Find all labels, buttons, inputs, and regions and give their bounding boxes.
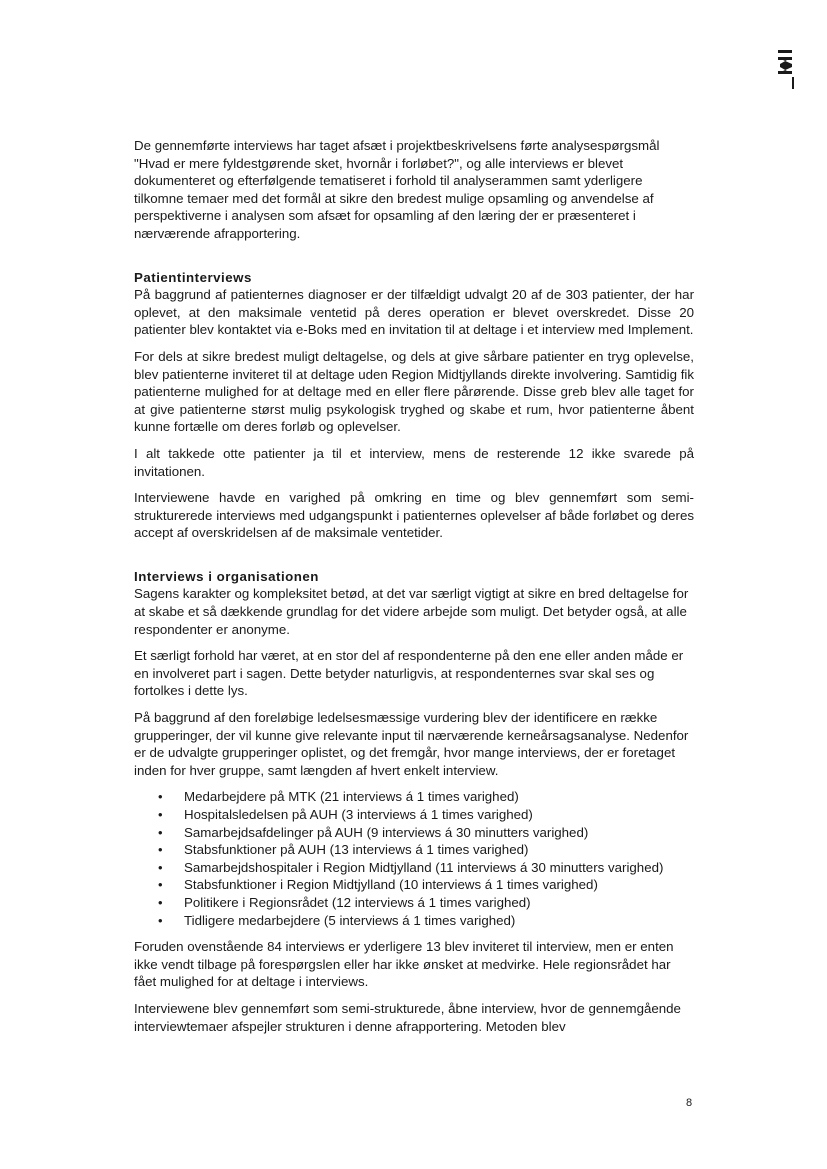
bullet-icon: • (158, 859, 163, 875)
org-after-paragraph-1: Foruden ovenstående 84 interviews er yderligere 13 blev inviteret til interview, men er enten ikke vendt tilbage på forespørgslen eller har ikke ønsket at medvirke. Hele regionsrådet har fået mulighed for at deltage i interviews. (134, 939, 674, 990)
list-item: • Medarbejdere på MTK (21 interviews á 1 times varighed) (158, 789, 519, 805)
list-item: • Samarbejdshospitaler i Region Midtjylland (11 interviews á 30 minutters varighed) (158, 859, 664, 875)
org-paragraph-2: Et særligt forhold har været, at en stor del af respondenterne på den ene eller anden måde er en involveret part i sagen. Dette betyder naturligvis, at respondenternes svar skal ses og fortolkes i dette lys. (134, 648, 684, 699)
page-number: 8 (686, 1097, 693, 1109)
patient-paragraph-1: På baggrund af patienternes diagnoser er der tilfældigt udvalgt 20 af de 303 patienter, der har oplevet, at den maksimale ventetid på deres operation er blevet overskredet. Disse 20 patienter blev kontaktet via e-Boks med en invitation til at deltage i et interview med Implement. (134, 287, 694, 338)
implement-logo-icon (776, 50, 796, 90)
interview-group-list (134, 788, 694, 929)
org-paragraph-3: På baggrund af den foreløbige ledelsesmæssige vurdering blev der identificere en række grupperinger, der vil kunne give relevante input til nærværende kerneårsagsanalyse. Nedenfor er de udvalgte grupperinger oplistet, og det fremgår, hvor mange interviews, der er foretaget inden for hver gruppe, samt længden af hvert enkelt interview. (134, 710, 689, 778)
list-item: • Tidligere medarbejdere (5 interviews á 1 times varighed) (158, 912, 516, 928)
intro-paragraph: De gennemførte interviews har taget afsæt i projektbeskrivelsens førte analysespørgsmål "Hvad er mere fyldestgørende sket, hvornår i forløbet?", og alle interviews er blevet dokumenteret og efterfølgende tematiseret i forhold til analyserammen samt yderligere tilkomne temaer med det formål at sikre den bredest mulige opsamling og anvendelse af perspektiverne i analysen som afsæt for opsamling af den læring der er præsenteret i nærværende afrapportering. (134, 138, 660, 241)
bullet-icon: • (158, 789, 163, 805)
org-after-paragraph-2: Interviewene blev gennemført som semi-strukturede, åbne interview, hvor de gennemgående interviewtemaer afspejler strukturen i denne afrapportering. Metoden blev (134, 1000, 681, 1034)
bullet-icon: • (158, 824, 163, 840)
list-item: • Politikere i Regionsrådet (12 interviews á 1 times varighed) (158, 894, 531, 910)
bullet-icon: • (158, 894, 163, 910)
document-body (134, 137, 694, 1044)
section-heading-interviews-organisation: Interviews i organisationen (134, 568, 319, 584)
section-heading-patientinterviews: Patientinterviews (134, 269, 252, 285)
patient-paragraph-3: I alt takkede otte patienter ja til et interview, mens de resterende 12 ikke svarede på invitationen. (134, 445, 694, 479)
org-paragraph-1: Sagens karakter og kompleksitet betød, at det var særligt vigtigt at sikre en bred deltagelse for at skabe et så dækkende grundlag for det videre arbejde som muligt. Det betyder også, at alle respondenter er anonyme. (134, 586, 689, 637)
bullet-icon: • (158, 912, 163, 928)
list-item: • Stabsfunktioner på AUH (13 interviews á 1 times varighed) (158, 842, 529, 858)
bullet-icon: • (158, 842, 163, 858)
bullet-icon: • (158, 807, 163, 822)
list-item: • Hospitalsledelsen på AUH (3 interviews á 1 times varighed) (158, 807, 533, 822)
patient-paragraph-2: For dels at sikre bredest muligt deltagelse, og dels at give sårbare patienter en tryg oplevelse, blev patienterne inviteret til at deltage uden Region Midtjyllands direkte involvering. Samtidig fik patienterne mulighed for at deltage med en eller flere pårørende. Disse greb blev alle taget for at give patienterne størst mulig psykologisk tryghed og skabe et rum, hvor patienterne åbent kunne fortælle om deres forløb og oplevelser. (134, 348, 694, 435)
bullet-icon: • (158, 877, 163, 893)
list-item: • Stabsfunktioner i Region Midtjylland (10 interviews á 1 times varighed) (158, 877, 598, 893)
patient-paragraph-4: Interviewene havde en varighed på omkring en time og blev gennemført som semi-strukturerede interviews med udgangspunkt i patienternes oplevelser af både forløbet og deres accept af overskridelsen af de maksimale ventetider. (134, 490, 694, 541)
list-item: • Samarbejdsafdelinger på AUH (9 interviews á 30 minutters varighed) (158, 824, 589, 840)
